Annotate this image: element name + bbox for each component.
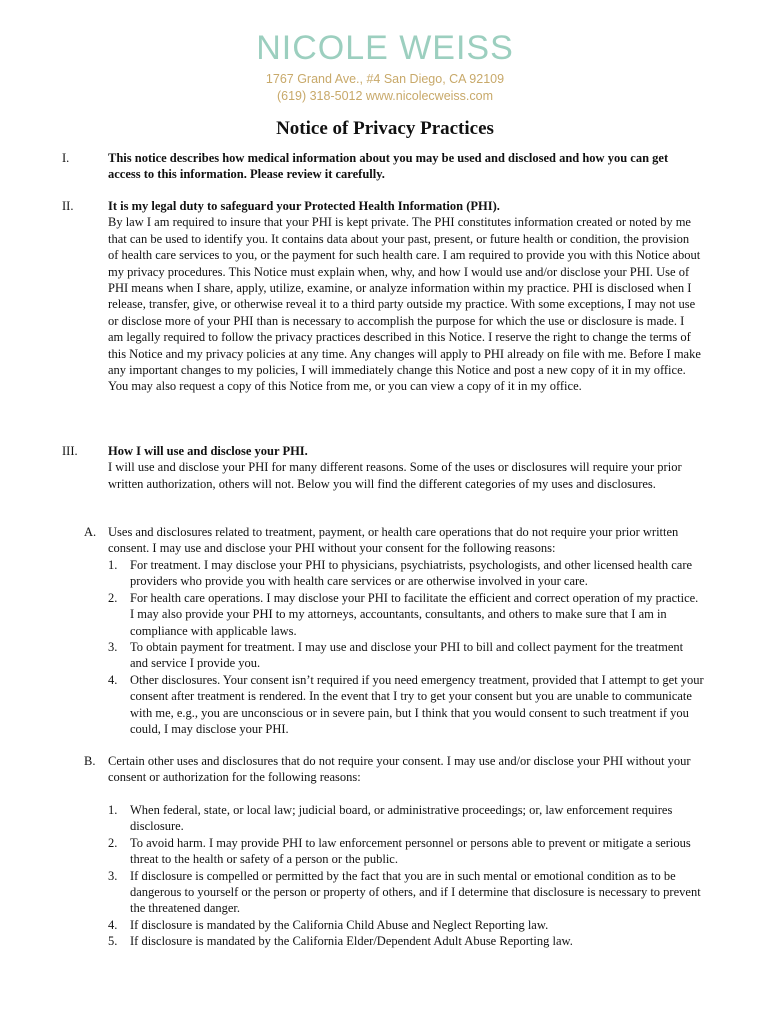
item-text: If disclosure is compelled or permitted by the fact that you are in such mental or emotional condition as to be dangerous to yourself or the person or property of others, and if I determine that disclosure is necessary to prevent the threatened danger. <box>130 868 701 916</box>
item-text: For treatment. I may disclose your PHI to physicians, psychiatrists, psychologists, and other licensed health care providers who provide you with health care services or are otherwise involved in your care. <box>130 558 693 589</box>
item-number: 4. <box>108 672 118 687</box>
list-item <box>108 557 704 590</box>
practice-phone-website: (619) 318-5012 www.nicolecweiss.com <box>276 89 494 103</box>
subsection-text: Certain other uses and disclosures that do not require your consent. I may use and/or disclose your PHI without your consent or authorization for the following reasons: <box>108 754 691 785</box>
item-text: Other disclosures. Your consent isn’t required if you need emergency treatment, provided that I attempt to get your consent after treatment is rendered. In the event that I try to get your consent but you are unable to communicate with me, e.g., you are unconscious or in severe pain, but I think that you would consent to such treatment if you could, I may disclose your PHI. <box>130 672 704 737</box>
item-text: If disclosure is mandated by the California Elder/Dependent Adult Abuse Reporting law. <box>130 934 573 949</box>
list-item <box>108 835 704 868</box>
section-text: By law I am required to insure that your PHI is kept private. The PHI constitutes information created or noted by me that can be used to identify you. It contains data about your past, present, or future health or condition, the provision of health care services to you, or the payment for such health care. I am required to provide you with this Notice about my privacy procedures. This Notice must explain when, why, and how I would use and/or disclose your PHI. Use of PHI means when I share, apply, utilize, examine, or analyze information within my practice. PHI is disclosed when I release, transfer, give, or otherwise reveal it to a third party outside my practice. With some exceptions, I may not use or disclose more of your PHI than is necessary to accomplish the purpose for which the use or disclosure is made. I am legally required to follow the privacy practices described in this Notice. I reserve the right to change the terms of this Notice and my privacy policies at any time. Any changes will apply to PHI already on file with me. Before I make any important changes to my policies, I will immediately change this Notice and post a new copy of it in my office. You may also request a copy of this Notice from me, or you can view a copy of it in my office. <box>108 215 701 394</box>
section-number: I. <box>62 151 70 165</box>
item-number: 4. <box>108 917 118 932</box>
document-title: Notice of Privacy Practices <box>276 118 494 139</box>
list-item <box>108 917 704 933</box>
item-number: 3. <box>108 640 118 655</box>
item-text: If disclosure is mandated by the California Child Abuse and Neglect Reporting law. <box>130 917 549 932</box>
practice-logo: NICOLE WEISS <box>256 29 514 67</box>
section-heading: This notice describes how medical information about you may be used and disclosed and how you can get access to this information. Please review it carefully. <box>108 151 669 182</box>
list-item <box>108 802 704 835</box>
item-number: 2. <box>108 590 118 605</box>
subsection-text: Uses and disclosures related to treatment, payment, or health care operations that do not require your prior written consent. I may use and disclose your PHI without your consent for the following reasons: <box>108 525 679 556</box>
section-heading: It is my legal duty to safeguard your Protected Health Information (PHI). <box>108 199 500 213</box>
list-item <box>108 868 704 917</box>
item-text: For health care operations. I may disclose your PHI to facilitate the efficient and correct operation of my practice. I may also provide your PHI to my attorneys, accountants, consultants, and others to make sure that I am in compliance with applicable laws. <box>130 590 699 638</box>
item-number: 2. <box>108 835 118 850</box>
item-text: To obtain payment for treatment. I may use and disclose your PHI to bill and collect payment for the treatment and service I provide you. <box>130 640 684 671</box>
section-heading: How I will use and disclose your PHI. <box>108 444 308 458</box>
list-item <box>108 639 704 672</box>
section-text: I will use and disclose your PHI for many different reasons. Some of the uses or disclosures will require your prior written authorization, others will not. Below you will find the different categories of my uses and disclosures. <box>108 460 682 491</box>
list-item <box>108 933 704 949</box>
section-number: II. <box>62 199 74 213</box>
subsection-letter: A. <box>84 525 97 539</box>
item-number: 5. <box>108 934 118 949</box>
item-number: 1. <box>108 558 118 572</box>
practice-address: 1767 Grand Ave., #4 San Diego, CA 92109 <box>265 72 505 86</box>
list-item <box>108 672 704 738</box>
item-number: 3. <box>108 868 118 883</box>
item-text: When federal, state, or local law; judicial board, or administrative proceedings; or, law enforcement requires disclosure. <box>130 803 673 834</box>
section-number: III. <box>62 444 78 458</box>
subsection-a-list <box>108 557 704 737</box>
subsection-letter: B. <box>84 754 96 768</box>
item-number: 1. <box>108 803 118 817</box>
subsection-b-list <box>108 802 704 950</box>
item-text: To avoid harm. I may provide PHI to law enforcement personnel or persons able to prevent or mitigate a serious threat to the health or safety of a person or the public. <box>130 835 691 867</box>
list-item <box>108 590 704 639</box>
